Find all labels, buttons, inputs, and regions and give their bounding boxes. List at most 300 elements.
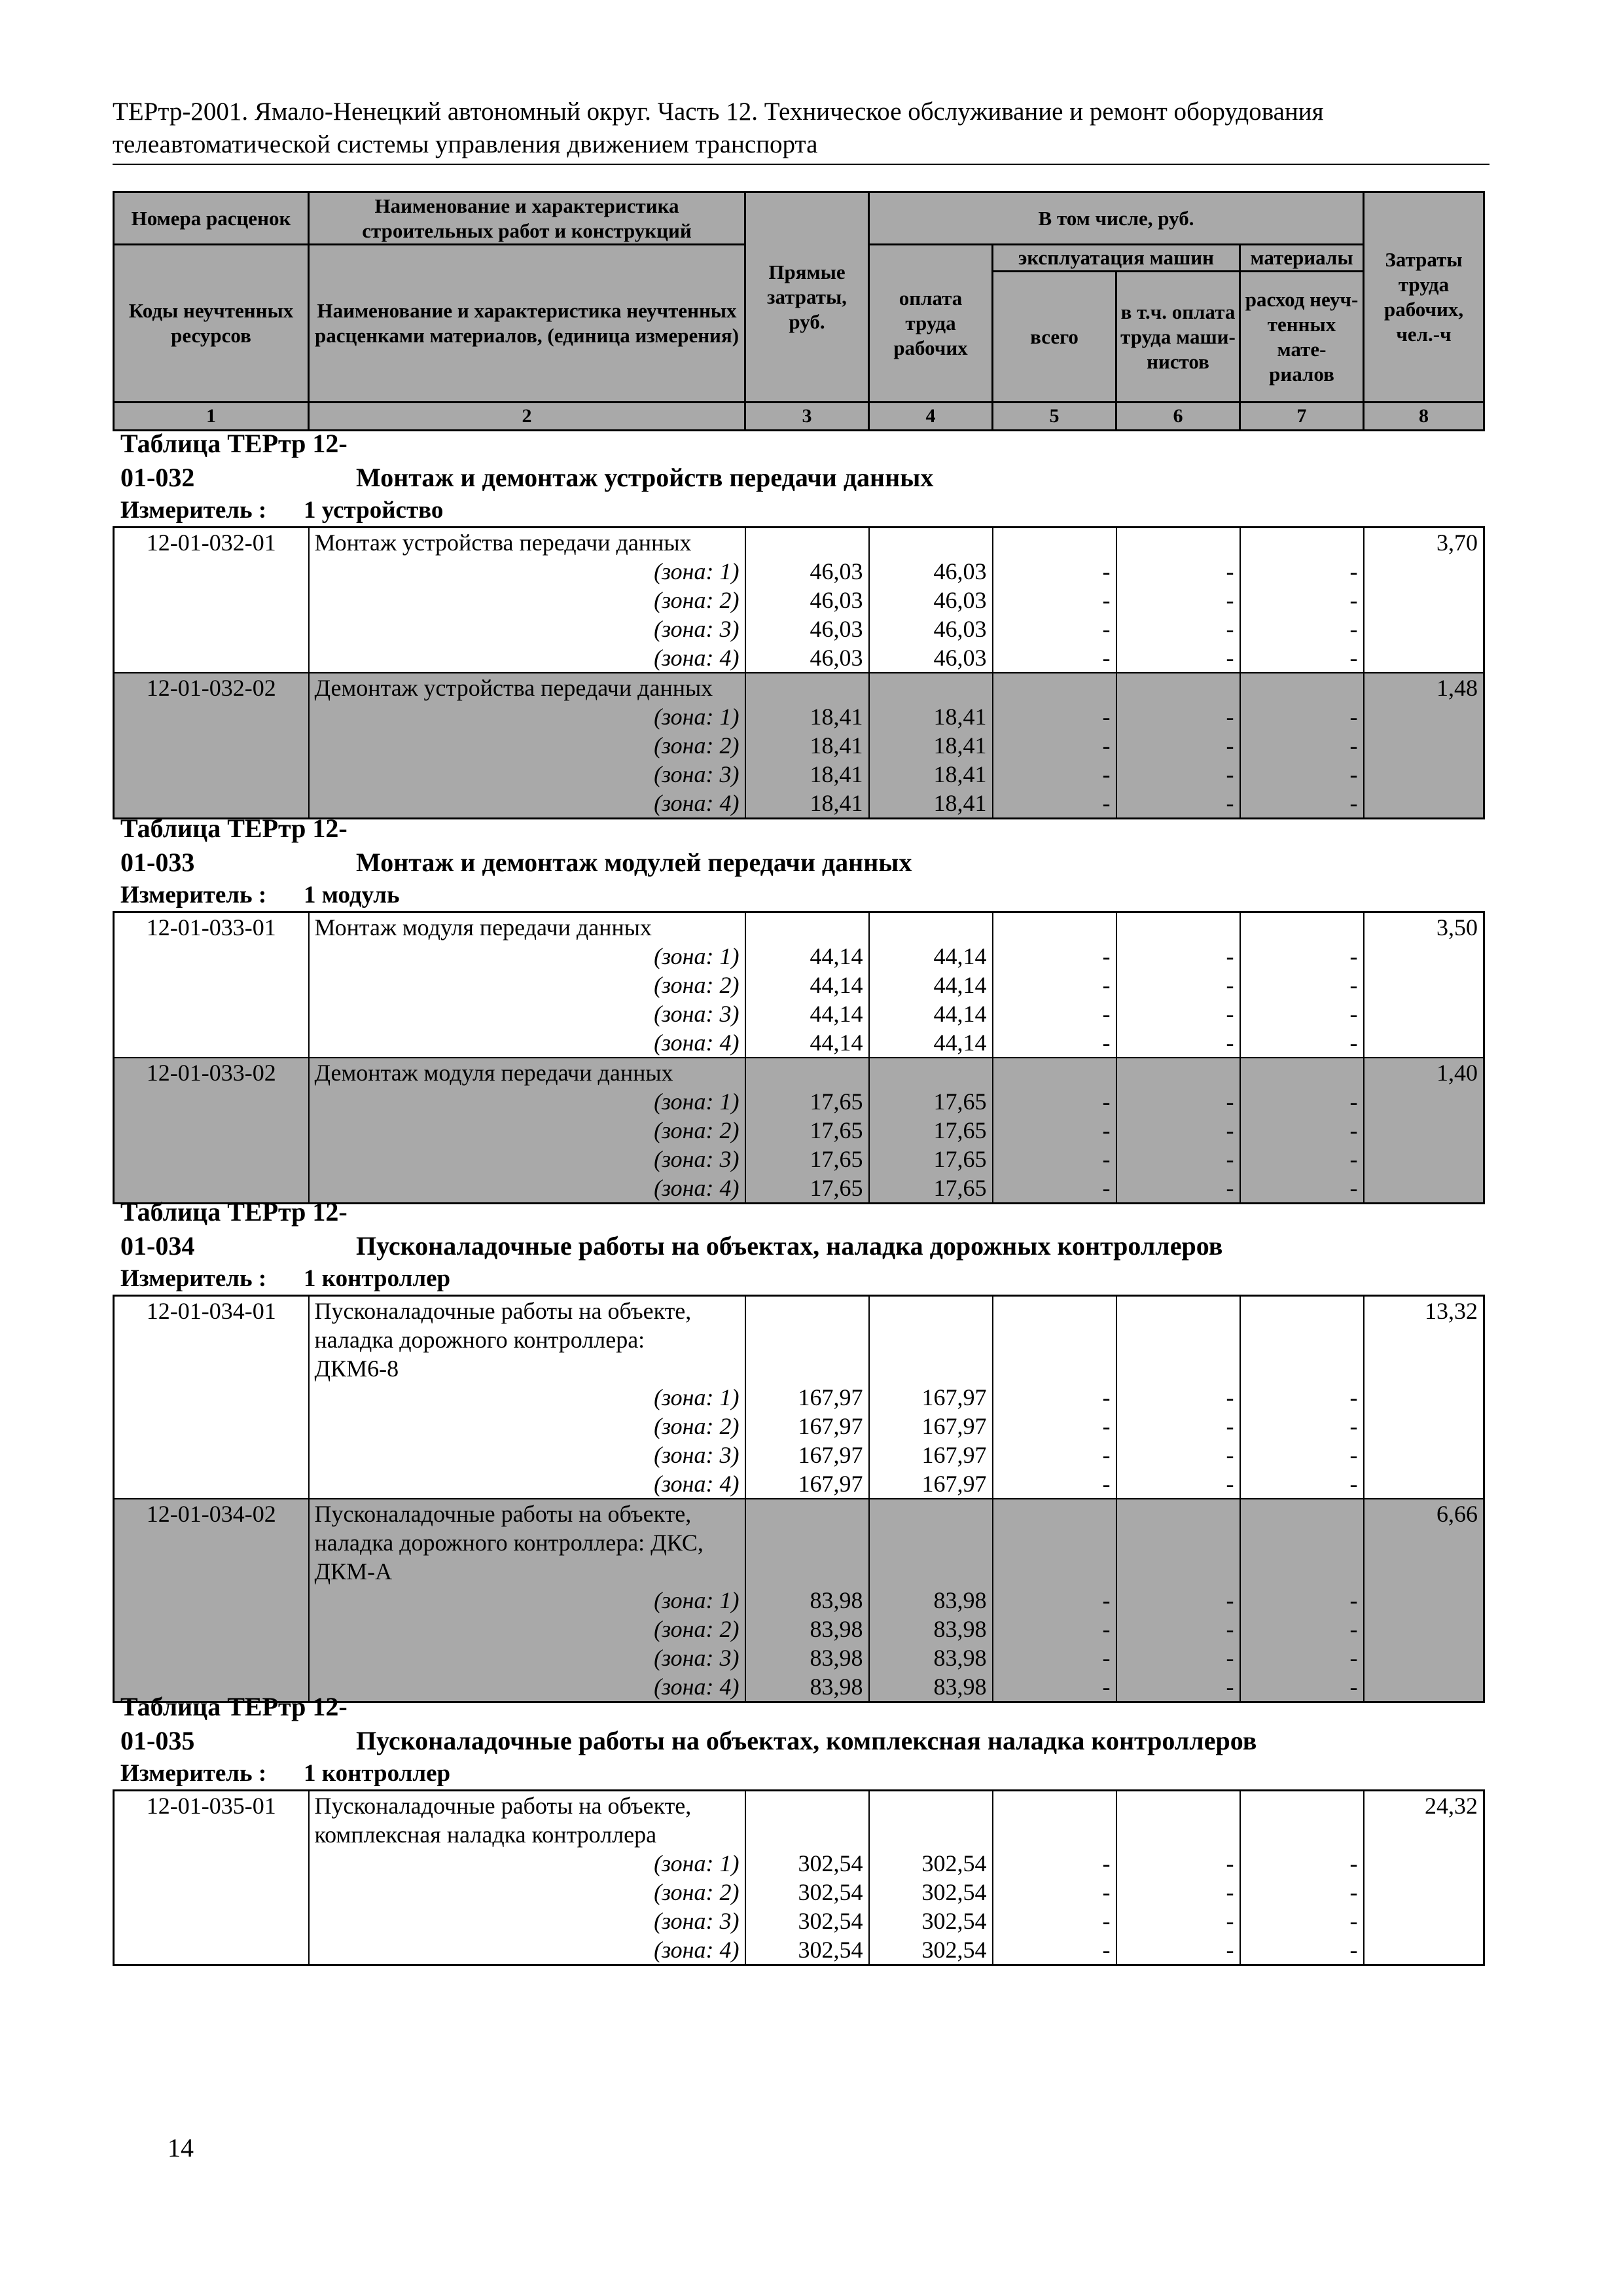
work-name-line: Демонтаж модуля передачи данных: [309, 1058, 745, 1087]
header-work-name: Наименование и характеристика строительных работ и конструкций: [309, 192, 745, 245]
machinist-wages: -: [1116, 1643, 1240, 1672]
table-row: [114, 702, 1484, 731]
header-line-2: телеавтоматической системы управления движением транспорта: [113, 130, 818, 158]
empty-cell: [745, 1296, 869, 1384]
direct-costs: 83,98: [745, 1615, 869, 1643]
table-row: [114, 1028, 1484, 1058]
worker-wages: 83,98: [869, 1643, 993, 1672]
zone-label: (зона: 2): [309, 1878, 745, 1907]
header-col-number: 8: [1364, 403, 1484, 431]
labor-hours: 6,66: [1364, 1499, 1484, 1702]
table-row: [114, 1849, 1484, 1878]
table-row: [114, 1296, 1484, 1326]
header-including-group: В том числе, руб.: [869, 192, 1364, 245]
table-meter: [120, 880, 1483, 911]
empty-cell: [869, 673, 993, 702]
machines-total: -: [993, 1878, 1116, 1907]
empty-cell: [1240, 528, 1364, 558]
empty-cell: [1240, 1499, 1364, 1586]
machines-total: -: [993, 1412, 1116, 1441]
direct-costs: 302,54: [745, 1849, 869, 1878]
zone-label: (зона: 2): [309, 731, 745, 760]
meter-value: 1 устройство: [304, 497, 444, 524]
zone-label: (зона: 4): [309, 1672, 745, 1702]
empty-cell: [745, 673, 869, 702]
worker-wages: 46,03: [869, 557, 993, 586]
direct-costs: 18,41: [745, 789, 869, 819]
worker-wages: 46,03: [869, 615, 993, 643]
worker-wages: 167,97: [869, 1469, 993, 1499]
zone-label: (зона: 2): [309, 1116, 745, 1145]
machinist-wages: -: [1116, 1412, 1240, 1441]
machines-total: -: [993, 702, 1116, 731]
empty-cell: [1116, 1791, 1240, 1850]
worker-wages: 44,14: [869, 971, 993, 999]
machines-total: -: [993, 1907, 1116, 1935]
empty-cell: [869, 1296, 993, 1384]
materials-expense: -: [1240, 1441, 1364, 1469]
meter-value: 1 модуль: [304, 882, 400, 908]
direct-costs: 17,65: [745, 1087, 869, 1116]
direct-costs: 18,41: [745, 760, 869, 789]
machinist-wages: -: [1116, 557, 1240, 586]
machinist-wages: -: [1116, 1672, 1240, 1702]
page-number: 14: [168, 2133, 194, 2162]
labor-hours: 3,50: [1364, 912, 1484, 1058]
table-title-text: Монтаж и демонтаж модулей передачи данных: [356, 848, 912, 877]
table-title-code: Таблица ТЕРтр 12-01-034: [120, 1197, 348, 1261]
machinist-wages: -: [1116, 1383, 1240, 1412]
direct-costs: 167,97: [745, 1383, 869, 1412]
empty-cell: [1116, 912, 1240, 942]
materials-expense: -: [1240, 731, 1364, 760]
table-row: [114, 999, 1484, 1028]
rate-table-block: [113, 427, 1483, 819]
machinist-wages: -: [1116, 789, 1240, 819]
worker-wages: 18,41: [869, 789, 993, 819]
materials-expense: -: [1240, 760, 1364, 789]
zone-label: (зона: 3): [309, 615, 745, 643]
machines-total: -: [993, 1116, 1116, 1145]
empty-cell: [1116, 528, 1240, 558]
header-col-number: 6: [1116, 403, 1240, 431]
direct-costs: 83,98: [745, 1672, 869, 1702]
machines-total: -: [993, 1586, 1116, 1615]
empty-cell: [745, 912, 869, 942]
table-row: [114, 615, 1484, 643]
direct-costs: 302,54: [745, 1878, 869, 1907]
table-row: [114, 1383, 1484, 1412]
empty-cell: [869, 1058, 993, 1087]
worker-wages: 46,03: [869, 643, 993, 673]
empty-cell: [869, 1791, 993, 1850]
machinist-wages: -: [1116, 1441, 1240, 1469]
machinist-wages: -: [1116, 1028, 1240, 1058]
machines-total: -: [993, 1174, 1116, 1204]
table-row: [114, 760, 1484, 789]
machinist-wages: -: [1116, 1907, 1240, 1935]
header-materials-group: материалы: [1240, 245, 1364, 272]
work-name-line: Монтаж устройства передачи данных: [309, 528, 745, 558]
direct-costs: 46,03: [745, 615, 869, 643]
empty-cell: [869, 912, 993, 942]
table-title-text: Пусконаладочные работы на объектах, комплексная наладка контроллеров: [356, 1726, 1257, 1755]
work-name-line: комплексная наладка контроллера: [309, 1820, 745, 1849]
materials-expense: -: [1240, 1469, 1364, 1499]
labor-hours: 3,70: [1364, 528, 1484, 673]
zone-label: (зона: 1): [309, 1087, 745, 1116]
table-row: [114, 1469, 1484, 1499]
direct-costs: 18,41: [745, 702, 869, 731]
machines-total: -: [993, 1383, 1116, 1412]
table-title-code: Таблица ТЕРтр 12-01-032: [120, 429, 348, 492]
table-title-text: Пусконаладочные работы на объектах, наладка дорожных контроллеров: [356, 1231, 1223, 1261]
materials-expense: -: [1240, 643, 1364, 673]
header-col-number: 3: [745, 403, 869, 431]
empty-cell: [993, 1791, 1116, 1850]
empty-cell: [745, 1499, 869, 1586]
machines-total: -: [993, 1615, 1116, 1643]
labor-hours: 24,32: [1364, 1791, 1484, 1965]
worker-wages: 44,14: [869, 942, 993, 971]
direct-costs: 83,98: [745, 1586, 869, 1615]
empty-cell: [745, 1791, 869, 1850]
work-name-line: наладка дорожного контроллера: ДКС,: [309, 1528, 745, 1557]
header-rate-numbers: Номера расценок: [114, 192, 309, 245]
machinist-wages: -: [1116, 1174, 1240, 1204]
zone-label: (зона: 4): [309, 1935, 745, 1965]
machines-total: -: [993, 971, 1116, 999]
work-name-line: Демонтаж устройства передачи данных: [309, 673, 745, 702]
worker-wages: 167,97: [869, 1383, 993, 1412]
worker-wages: 302,54: [869, 1935, 993, 1965]
worker-wages: 18,41: [869, 760, 993, 789]
meter-label: Измеритель :: [120, 497, 267, 524]
zone-label: (зона: 3): [309, 1145, 745, 1174]
work-name-line: наладка дорожного контроллера:: [309, 1325, 745, 1354]
machinist-wages: -: [1116, 760, 1240, 789]
zone-label: (зона: 4): [309, 1469, 745, 1499]
materials-expense: -: [1240, 1145, 1364, 1174]
table-title: [120, 1690, 1483, 1758]
machinist-wages: -: [1116, 1878, 1240, 1907]
table-row: [114, 1412, 1484, 1441]
zone-label: (зона: 3): [309, 999, 745, 1028]
rate-code: 12-01-032-02: [114, 673, 309, 819]
zone-label: (зона: 3): [309, 1643, 745, 1672]
header-col-number: 2: [309, 403, 745, 431]
rate-table-block: [113, 1690, 1483, 1966]
direct-costs: 44,14: [745, 1028, 869, 1058]
rates-table: [113, 911, 1485, 1204]
worker-wages: 18,41: [869, 731, 993, 760]
table-row: [114, 1935, 1484, 1965]
machinist-wages: -: [1116, 1145, 1240, 1174]
meter-label: Измеритель :: [120, 882, 267, 908]
empty-cell: [1240, 673, 1364, 702]
zone-label: (зона: 2): [309, 1412, 745, 1441]
direct-costs: 167,97: [745, 1441, 869, 1469]
machines-total: -: [993, 557, 1116, 586]
column-header-table: [113, 191, 1485, 431]
rate-code: 12-01-035-01: [114, 1791, 309, 1965]
materials-expense: -: [1240, 789, 1364, 819]
empty-cell: [993, 528, 1116, 558]
rates-table: [113, 526, 1485, 819]
header-direct-costs: Прямые затраты, руб.: [745, 192, 869, 403]
table-row: [114, 643, 1484, 673]
machines-total: -: [993, 643, 1116, 673]
table-row: [114, 1499, 1484, 1528]
worker-wages: 83,98: [869, 1615, 993, 1643]
work-name-line: Пусконаладочные работы на объекте,: [309, 1296, 745, 1326]
machines-total: -: [993, 586, 1116, 615]
machinist-wages: -: [1116, 942, 1240, 971]
worker-wages: 17,65: [869, 1174, 993, 1204]
header-col-number: 5: [993, 403, 1116, 431]
work-name-line: Пусконаладочные работы на объекте,: [309, 1791, 745, 1821]
empty-cell: [993, 912, 1116, 942]
empty-cell: [1116, 1499, 1240, 1586]
zone-label: (зона: 3): [309, 1907, 745, 1935]
rate-code: 12-01-034-01: [114, 1296, 309, 1499]
rate-table-block: [113, 812, 1483, 1204]
empty-cell: [869, 528, 993, 558]
machinist-wages: -: [1116, 971, 1240, 999]
machinist-wages: -: [1116, 1469, 1240, 1499]
direct-costs: 17,65: [745, 1145, 869, 1174]
zone-label: (зона: 2): [309, 971, 745, 999]
zone-label: (зона: 3): [309, 760, 745, 789]
table-meter: [120, 495, 1483, 526]
zone-label: (зона: 4): [309, 643, 745, 673]
zone-label: (зона: 1): [309, 702, 745, 731]
empty-cell: [1240, 1296, 1364, 1384]
materials-expense: -: [1240, 557, 1364, 586]
worker-wages: 18,41: [869, 702, 993, 731]
direct-costs: 302,54: [745, 1935, 869, 1965]
machinist-wages: -: [1116, 999, 1240, 1028]
meter-label: Измеритель :: [120, 1265, 267, 1292]
materials-expense: -: [1240, 702, 1364, 731]
materials-expense: -: [1240, 1174, 1364, 1204]
materials-expense: -: [1240, 1672, 1364, 1702]
worker-wages: 83,98: [869, 1586, 993, 1615]
machines-total: -: [993, 1469, 1116, 1499]
materials-expense: -: [1240, 1849, 1364, 1878]
machines-total: -: [993, 1087, 1116, 1116]
rate-code: 12-01-034-02: [114, 1499, 309, 1702]
table-row: [114, 557, 1484, 586]
empty-cell: [993, 673, 1116, 702]
direct-costs: 167,97: [745, 1469, 869, 1499]
zone-label: (зона: 3): [309, 1441, 745, 1469]
meter-label: Измеритель :: [120, 1760, 267, 1787]
table-row: [114, 1907, 1484, 1935]
materials-expense: -: [1240, 1028, 1364, 1058]
empty-cell: [1116, 1296, 1240, 1384]
table-title-code: Таблица ТЕРтр 12-01-033: [120, 814, 348, 877]
empty-cell: [869, 1499, 993, 1586]
table-row: [114, 1087, 1484, 1116]
worker-wages: 302,54: [869, 1878, 993, 1907]
header-col-number: 1: [114, 403, 309, 431]
worker-wages: 17,65: [869, 1087, 993, 1116]
direct-costs: 44,14: [745, 942, 869, 971]
materials-expense: -: [1240, 942, 1364, 971]
work-name-line: ДКМ-А: [309, 1557, 745, 1586]
rates-table: [113, 1295, 1485, 1703]
machines-total: -: [993, 615, 1116, 643]
materials-expense: -: [1240, 615, 1364, 643]
table-title-text: Монтаж и демонтаж устройств передачи данных: [356, 463, 934, 492]
empty-cell: [1240, 912, 1364, 942]
machinist-wages: -: [1116, 1087, 1240, 1116]
zone-label: (зона: 1): [309, 942, 745, 971]
table-row: [114, 1145, 1484, 1174]
table-row: [114, 528, 1484, 558]
zone-label: (зона: 1): [309, 1383, 745, 1412]
zone-label: (зона: 1): [309, 1849, 745, 1878]
zone-label: (зона: 1): [309, 1586, 745, 1615]
work-name-line: Монтаж модуля передачи данных: [309, 912, 745, 942]
materials-expense: -: [1240, 1907, 1364, 1935]
table-row: [114, 586, 1484, 615]
empty-cell: [745, 528, 869, 558]
table-meter: [120, 1263, 1483, 1295]
empty-cell: [993, 1499, 1116, 1586]
machinist-wages: -: [1116, 1849, 1240, 1878]
machinist-wages: -: [1116, 615, 1240, 643]
worker-wages: 83,98: [869, 1672, 993, 1702]
header-labor-costs: Затраты труда рабочих, чел.-ч: [1364, 192, 1484, 403]
machines-total: -: [993, 1145, 1116, 1174]
page-header: [113, 96, 1489, 165]
materials-expense: -: [1240, 999, 1364, 1028]
table-row: [114, 1791, 1484, 1821]
materials-expense: -: [1240, 1087, 1364, 1116]
header-line-1: ТЕРтр-2001. Ямало-Ненецкий автономный округ. Часть 12. Техническое обслуживание и ремонт оборудования: [113, 98, 1324, 126]
table-row: [114, 1058, 1484, 1087]
rate-table-block: [113, 1195, 1483, 1703]
worker-wages: 302,54: [869, 1907, 993, 1935]
materials-expense: -: [1240, 1116, 1364, 1145]
worker-wages: 17,65: [869, 1145, 993, 1174]
worker-wages: 167,97: [869, 1412, 993, 1441]
direct-costs: 17,65: [745, 1116, 869, 1145]
empty-cell: [1240, 1058, 1364, 1087]
machinist-wages: -: [1116, 1935, 1240, 1965]
rate-code: 12-01-033-02: [114, 1058, 309, 1204]
table-row: [114, 1878, 1484, 1907]
table-title-code: Таблица ТЕРтр 12-01-035: [120, 1692, 348, 1755]
empty-cell: [993, 1058, 1116, 1087]
machinist-wages: -: [1116, 586, 1240, 615]
empty-cell: [745, 1058, 869, 1087]
table-row: [114, 942, 1484, 971]
worker-wages: 167,97: [869, 1441, 993, 1469]
machines-total: -: [993, 1849, 1116, 1878]
direct-costs: 46,03: [745, 643, 869, 673]
empty-cell: [1240, 1791, 1364, 1850]
machinist-wages: -: [1116, 1586, 1240, 1615]
empty-cell: [993, 1296, 1116, 1384]
machines-total: -: [993, 1935, 1116, 1965]
worker-wages: 44,14: [869, 1028, 993, 1058]
empty-cell: [1116, 1058, 1240, 1087]
header-machines-group: эксплуатация машин: [993, 245, 1240, 272]
zone-label: (зона: 2): [309, 586, 745, 615]
direct-costs: 302,54: [745, 1907, 869, 1935]
table-row: [114, 1441, 1484, 1469]
header-col-number: 4: [869, 403, 993, 431]
direct-costs: 46,03: [745, 586, 869, 615]
meter-value: 1 контроллер: [304, 1760, 451, 1787]
machines-total: -: [993, 1643, 1116, 1672]
machines-total: -: [993, 731, 1116, 760]
header-resource-codes: Коды неучтенных ресурсов: [114, 245, 309, 403]
direct-costs: 83,98: [745, 1643, 869, 1672]
materials-expense: -: [1240, 1586, 1364, 1615]
meter-value: 1 контроллер: [304, 1265, 451, 1292]
zone-label: (зона: 2): [309, 1615, 745, 1643]
header-worker-wages: оплата труда рабочих: [869, 245, 993, 403]
header-unaccounted-materials: расход неуч- тенных мате- риалов: [1240, 272, 1364, 403]
machinist-wages: -: [1116, 731, 1240, 760]
machinist-wages: -: [1116, 643, 1240, 673]
table-row: [114, 1586, 1484, 1615]
table-row: [114, 673, 1484, 702]
machines-total: -: [993, 789, 1116, 819]
header-col-number: 7: [1240, 403, 1364, 431]
materials-expense: -: [1240, 1412, 1364, 1441]
rate-code: 12-01-032-01: [114, 528, 309, 673]
labor-hours: 1,40: [1364, 1058, 1484, 1204]
table-title: [120, 1195, 1483, 1263]
machines-total: -: [993, 760, 1116, 789]
machines-total: -: [993, 1441, 1116, 1469]
table-row: [114, 1643, 1484, 1672]
direct-costs: 44,14: [745, 971, 869, 999]
materials-expense: -: [1240, 971, 1364, 999]
table-row: [114, 971, 1484, 999]
direct-costs: 17,65: [745, 1174, 869, 1204]
worker-wages: 17,65: [869, 1116, 993, 1145]
machinist-wages: -: [1116, 702, 1240, 731]
direct-costs: 46,03: [745, 557, 869, 586]
zone-label: (зона: 4): [309, 1174, 745, 1204]
header-machines-total: всего: [993, 272, 1116, 403]
worker-wages: 44,14: [869, 999, 993, 1028]
table-row: [114, 1615, 1484, 1643]
worker-wages: 46,03: [869, 586, 993, 615]
materials-expense: -: [1240, 1643, 1364, 1672]
table-title: [120, 812, 1483, 880]
rate-code: 12-01-033-01: [114, 912, 309, 1058]
work-name-line: ДКМ6-8: [309, 1354, 745, 1383]
table-row: [114, 912, 1484, 942]
machines-total: -: [993, 1672, 1116, 1702]
rates-table: [113, 1789, 1485, 1966]
machines-total: -: [993, 1028, 1116, 1058]
table-title: [120, 427, 1483, 495]
materials-expense: -: [1240, 586, 1364, 615]
direct-costs: 167,97: [745, 1412, 869, 1441]
labor-hours: 13,32: [1364, 1296, 1484, 1499]
machinist-wages: -: [1116, 1116, 1240, 1145]
zone-label: (зона: 1): [309, 557, 745, 586]
empty-cell: [1116, 673, 1240, 702]
